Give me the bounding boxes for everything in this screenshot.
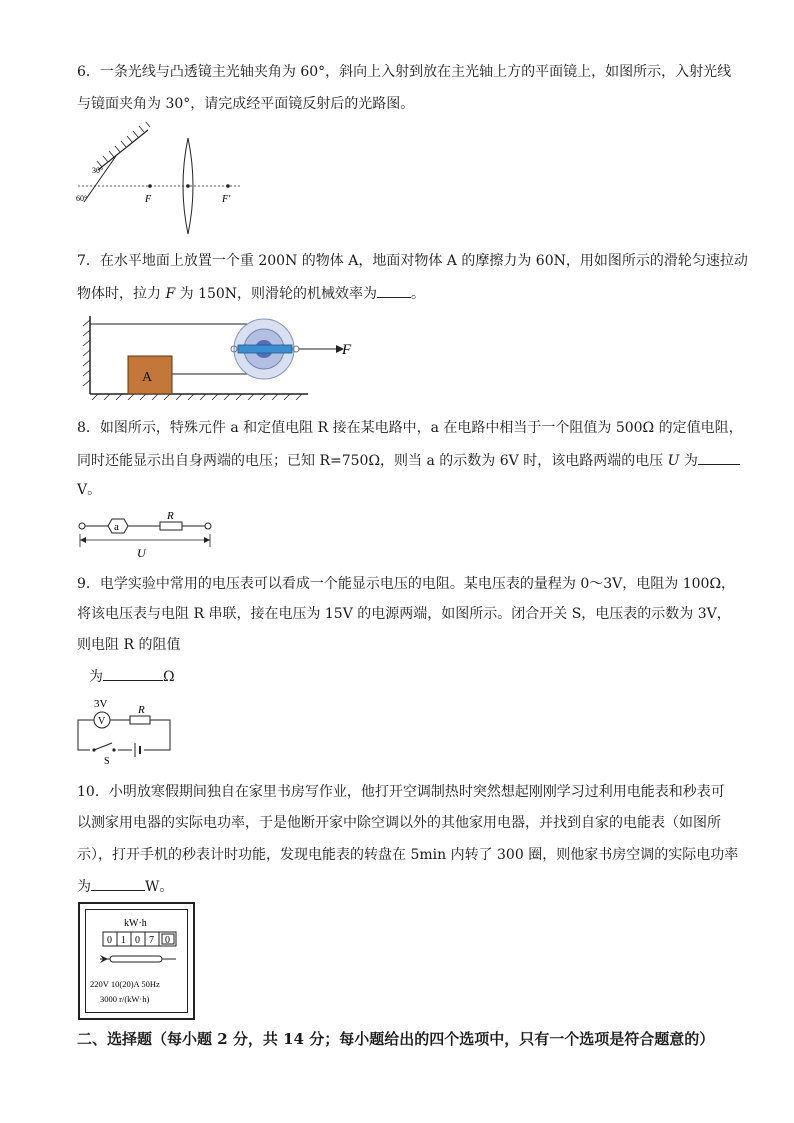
q7-var-f: F: [165, 286, 176, 302]
electric-energy-meter: [78, 902, 195, 1020]
focus-right-point: [226, 184, 230, 188]
q7-line2-post: 。: [411, 286, 426, 302]
q6-text-line2: 与镜面夹角为 30°，请完成经平面镜反射后的光路图。: [77, 96, 415, 112]
q9-text-line3: 则电阻 R 的阻值: [77, 637, 181, 653]
angle-axis-label: 60°: [76, 194, 88, 203]
q9-circuit-figure: [72, 694, 182, 766]
voltmeter-symbol: V: [98, 716, 106, 727]
q10-line4-post: W。: [145, 879, 174, 895]
meter-face: [86, 910, 189, 1014]
optical-center: [186, 184, 190, 188]
incident-ray: [84, 156, 116, 202]
meter-reading-label: 3V: [94, 698, 108, 710]
q9-line4-post: Ω: [163, 669, 175, 685]
q10-text-line2: 以测家用电器的实际电功率，于是他断开家中除空调以外的其他家用电器，并找到自家的电能表（如图所: [77, 815, 721, 831]
q7-line2-mid: 为 150N，则滑轮的机械效率为: [175, 286, 378, 302]
q8-text-line2: [77, 450, 740, 471]
ground-hatching: [92, 394, 302, 400]
terminal-right: [205, 523, 211, 529]
resistor-r: [130, 716, 150, 724]
circuit-loop: [78, 720, 170, 750]
resistor-r-label: R: [138, 704, 145, 716]
q9-text-line2: 将该电压表与电阻 R 串联，接在电压为 15V 的电源两端，如图所示。闭合开关 S，电压表的示数为 3V，: [77, 606, 731, 622]
focus-left-point: [148, 184, 152, 188]
q10-text-line3: 示），打开手机的秒表计时功能，发现电能表的转盘在 5min 内转了 300 圈，则他家书房空调的实际电功率: [77, 847, 739, 863]
section-2-title: 二、选择题（每小题 2 分，共 14 分；每小题给出的四个选项中，只有一个选项是符合题意的）: [77, 1030, 715, 1048]
voltage-u-label: U: [137, 546, 146, 559]
q8-var-u: U: [667, 453, 680, 469]
q9-text-line4: [89, 666, 175, 687]
resistor-r-label: R: [167, 510, 174, 522]
q10-line4-pre: 为: [77, 879, 91, 895]
q7-pulley-figure: [78, 310, 378, 400]
q10-text-line1: 10．小明放寒假期间独自在家里书房写作业，他打开空调制热时突然想起刚刚学习过利用电能表和秒表可: [77, 784, 725, 800]
q9-line4-pre: 为: [89, 669, 103, 685]
plane-mirror: [98, 130, 148, 170]
q7-line2-pre: 物体时，拉力: [77, 286, 166, 302]
element-a-label: a: [114, 521, 119, 533]
q7-text-line1: 7．在水平地面上放置一个重 200N 的物体 A，地面对物体 A 的摩擦力为 60N，用如图所示的滑轮匀速拉动: [77, 253, 748, 269]
q8-text-line3: V。: [77, 482, 102, 498]
q8-answer-blank[interactable]: [698, 450, 740, 465]
focus-right-label: F′: [222, 194, 231, 205]
pulley-axle-frame: [238, 345, 292, 353]
q7-answer-blank[interactable]: [377, 283, 411, 298]
meter-spec-1: 220V 10(20)A 50Hz: [90, 979, 160, 989]
meter-digit-4: 7: [149, 935, 154, 946]
terminal-left: [79, 523, 85, 529]
q10-answer-blank[interactable]: [91, 876, 145, 891]
meter-rotor-disc: [110, 956, 162, 962]
q6-lens-mirror-figure: [70, 122, 250, 237]
q6-text-line1: 6．一条光线与凸透镜主光轴夹角为 60°，斜向上入射到放在主光轴上方的平面镜上，如图所示，入射光线: [77, 64, 732, 80]
force-label: F: [342, 342, 352, 358]
meter-digit-1: 0: [107, 935, 112, 946]
meter-unit-label: kW·h: [124, 918, 147, 929]
switch-s-label: S: [104, 756, 110, 766]
meter-digit-3: 0: [135, 935, 140, 946]
q8-line2-post: 为: [679, 453, 698, 469]
meter-digit-2: 1: [121, 935, 126, 946]
q8-circuit-figure: [74, 507, 219, 559]
q10-text-line4: [77, 876, 173, 897]
q9-text-line1: 9．电学实验中常用的电压表可以看成一个能显示电压的电阻。某电压表的量程为 0～3V，电阻为 100Ω，: [77, 576, 736, 592]
mirror-hatching: [97, 122, 150, 167]
wall-hatching: [83, 320, 90, 386]
resistor-r: [160, 522, 182, 530]
block-a-label: A: [142, 370, 153, 385]
focus-left-label: F: [145, 194, 152, 205]
meter-digit-5: 0: [165, 935, 170, 946]
angle-mirror-label: 30°: [92, 166, 104, 175]
meter-spec-2: 3000 r/(kW·h): [100, 994, 150, 1004]
q7-text-line2: [77, 283, 425, 304]
q8-line2-pre: 同时还能显示出自身两端的电压；已知 R=750Ω，则当 a 的示数为 6V 时，该电路两端的电压: [77, 453, 668, 469]
q8-text-line1: 8．如图所示，特殊元件 a 和定值电阻 R 接在某电路中，a 在电路中相当于一个阻值为 500Ω 的定值电阻，: [77, 420, 743, 436]
q9-answer-blank[interactable]: [103, 666, 163, 681]
